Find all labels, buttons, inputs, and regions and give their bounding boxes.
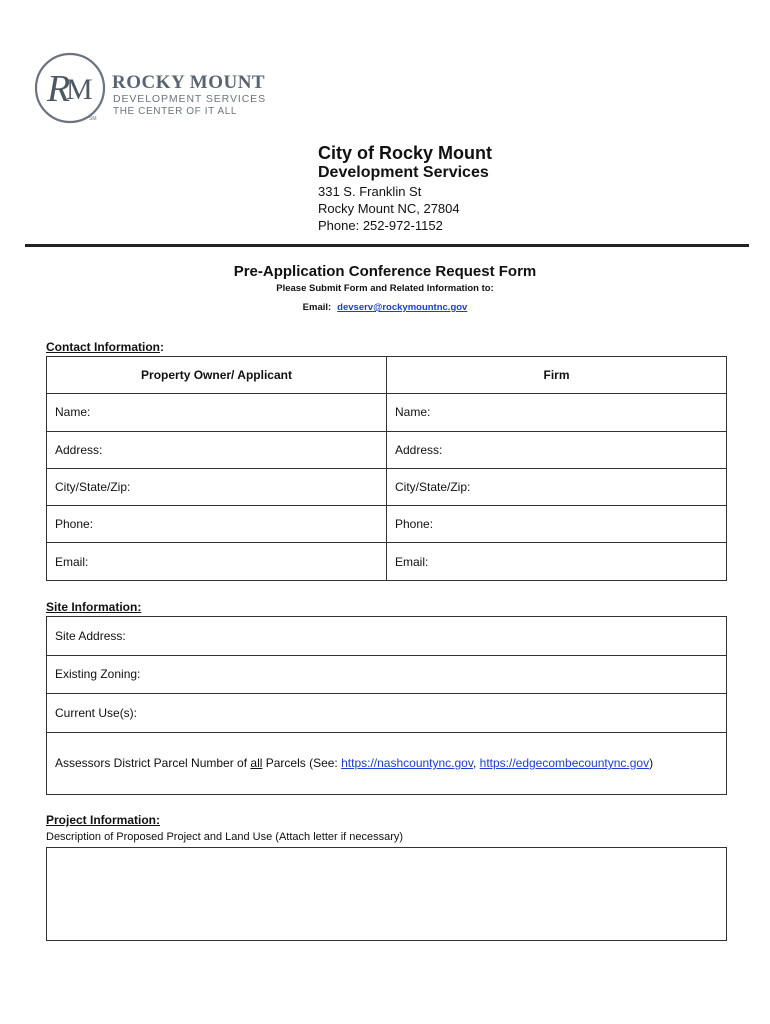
contact-table <box>46 356 727 581</box>
submit-email-link[interactable]: devserv@rockymountnc.gov <box>337 302 468 313</box>
table-row <box>47 617 727 656</box>
table-row <box>47 732 727 794</box>
rocky-mount-logo-icon <box>34 52 106 124</box>
edgecombe-county-link[interactable]: https://edgecombecountync.gov <box>479 756 650 770</box>
svg-text:R: R <box>47 68 71 110</box>
contact-section-title: Contact Information: <box>46 340 164 354</box>
nash-county-link[interactable]: https://nashcountync.gov <box>341 756 473 770</box>
table-row <box>47 694 727 733</box>
svg-text:M: M <box>66 73 93 106</box>
site-table <box>46 616 727 795</box>
owner-column-header: Property Owner/ Applicant <box>47 357 387 394</box>
owner-email-field[interactable]: Email: <box>47 543 387 580</box>
logo-name: ROCKY MOUNT <box>112 72 266 93</box>
department-name: Development Services <box>318 164 489 181</box>
table-row <box>47 431 727 468</box>
table-row <box>47 357 727 394</box>
site-address-field[interactable]: Site Address: <box>47 617 727 656</box>
table-row <box>47 468 727 505</box>
city-name: City of Rocky Mount <box>318 143 492 163</box>
owner-phone-field[interactable]: Phone: <box>47 506 387 543</box>
firm-name-field[interactable]: Name: <box>387 394 727 431</box>
table-row <box>47 394 727 431</box>
logo-tagline: THE CENTER OF IT ALL <box>113 106 238 117</box>
street-address: 331 S. Franklin St <box>318 184 422 199</box>
table-row <box>47 655 727 694</box>
project-description-label: Description of Proposed Project and Land Use (Attach letter if necessary) <box>46 831 404 843</box>
email-label: Email: <box>302 302 332 313</box>
owner-address-field[interactable]: Address: <box>47 431 387 468</box>
parcel-number-field[interactable]: Assessors District Parcel Number of all Parcels (See: https://nashcountync.gov, https://edgecombecountync.gov) <box>47 732 727 794</box>
current-use-field[interactable]: Current Use(s): <box>47 694 727 733</box>
firm-address-field[interactable]: Address: <box>387 431 727 468</box>
logo <box>34 52 274 132</box>
form-title: Pre-Application Conference Request Form <box>233 263 537 280</box>
table-row <box>47 506 727 543</box>
submit-note: Please Submit Form and Related Information to: <box>276 283 494 294</box>
owner-name-field[interactable]: Name: <box>47 394 387 431</box>
firm-email-field[interactable]: Email: <box>387 543 727 580</box>
svg-text:SM: SM <box>89 116 97 122</box>
logo-subtitle: DEVELOPMENT SERVICES <box>113 93 266 105</box>
site-section-title: Site Information: <box>46 600 142 614</box>
project-section-title: Project Information: <box>46 813 161 827</box>
office-phone: Phone: 252-972-1152 <box>318 218 443 233</box>
firm-column-header: Firm <box>387 357 727 394</box>
owner-city-state-zip-field[interactable]: City/State/Zip: <box>47 468 387 505</box>
submit-email-line <box>0 302 770 313</box>
header-divider <box>25 244 749 247</box>
city-state-zip: Rocky Mount NC, 27804 <box>318 201 460 216</box>
existing-zoning-field[interactable]: Existing Zoning: <box>47 655 727 694</box>
office-header <box>318 142 618 234</box>
firm-city-state-zip-field[interactable]: City/State/Zip: <box>387 468 727 505</box>
project-description-field[interactable] <box>46 847 727 941</box>
table-row <box>47 543 727 580</box>
firm-phone-field[interactable]: Phone: <box>387 506 727 543</box>
